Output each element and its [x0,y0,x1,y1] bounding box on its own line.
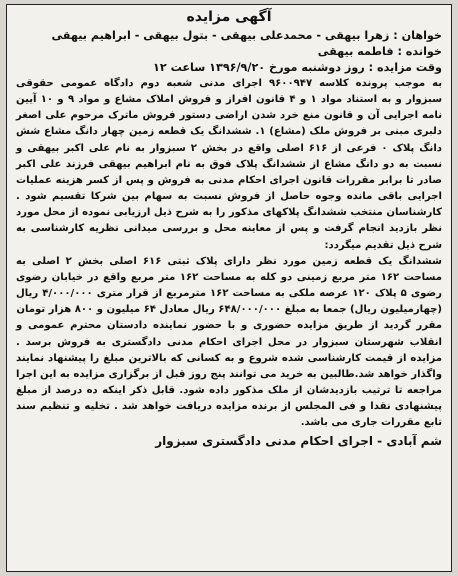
auction-time-line: وقت مزایده : روز دوشنبه مورخ ۱۳۹۶/۹/۲۰ ساعت ۱۲ [153,61,442,74]
claimants-line: خواهان : زهرا بیهقی - محمدعلی بیهقی - بتول بیهقی - ابراهیم بیهقی [51,29,442,42]
property-description-paragraph: ششدانگ یک قطعه زمین مورد نظر دارای پلاک ثبتی ۶۱۶ اصلی بخش ۲ اصلی به مساحت ۱۶۲ متر مربع زمینی دو کله به مساحت ۱۶۲ متر مربع واقع در خیابان رضوی رضوی ۵ پلاک ۱۲۰ عرصه ملکی به مساحت ۱۶۲ مترمربع از قرار متری ۴/۰۰۰/۰۰۰ ریال (چهارمیلیون ریال) جمعا به مبلغ ۶۴۸/۰۰۰/۰۰۰ ریال معادل ۶۴ میلیون و ۸۰۰ هزار تومان [16,255,442,316]
notice-signature: شم آبادی - اجرای احکام مدنی دادگستری سبزوار [155,434,442,449]
defendant-line: خوانده : فاطمه بیهقی [317,45,442,58]
auction-notice [6,4,452,572]
order-paragraph: به موجب پرونده کلاسه ۹۶۰۰۹۴۷ اجرای مدنی شعبه دوم دادگاه عمومی حقوقی سبزوار و به استناد مواد ۱ و ۴ قانون افراز و فروش املاک مشاع و مواد ۹ و ۱۰ آیین نامه اجرایی آن و قانون منع خرد شدن اراضی دستور فروش ماترک مرحوم علی اصغر دلبری مبنی بر فروش ملک (مشاع) ۱. ششدانگ یک قطعه زمین چهار دانگ مشاع شش دانگ پلاک ۰ فرعی از ۶۱۶ اصلی واقع در بخش ۲ سبزوار به نام علی اکبر بیهقی و نسبت به دو دانگ مشاع از ششدانگ پلاک فوق به نام ابراهیم بیهقی فرزند علی اکبر صادر تا برابر مقررات قانون اجرای احکام مدنی به فروش و پس از کسر هزینه عملیات اجرایی باقی مانده وجوه حاصل از فروش نسبت به سهام بین شرکا تقسیم شود . کارشناسان منتخب ششدانگ پلاکهای مذکور را به شرح ذیل ارزیابی نموده از محل مورد نظر بازدید انجام گرفت و پس از معاینه محل و بررسی میدانی نظریه کارشناسی به شرح ذیل تقدیم میگردد: [16,78,443,251]
auction-terms-paragraph: مقرر گردید از طریق مزایده حضوری و با حضور نماینده دادستان محترم عمومی و انقلاب شهرستان سبزوار در محل اجرای احکام مدنی دادگستری به فروش برسد . مزایده از قیمت کارشناسی شده شروع و به کسانی که بالاترین مبلغ را پیشنهاد نمایند واگذار خواهد شد.طالبین به خرید می توانند پنج روز قبل از برگزاری مزایده به این اجرا مراجعه تا ترتیب بازدیدشان از ملک مذکور داده شود. قابل ذکر اینکه ده درصد از مبلغ پیشنهادی نقدا و فی المجلس از برنده مزایده دریافت خواهد شد . تخلیه و تنظیم سند تابع مقررات جاری می باشد. [16,320,442,429]
notice-title: آگهی مزایده [186,9,272,25]
